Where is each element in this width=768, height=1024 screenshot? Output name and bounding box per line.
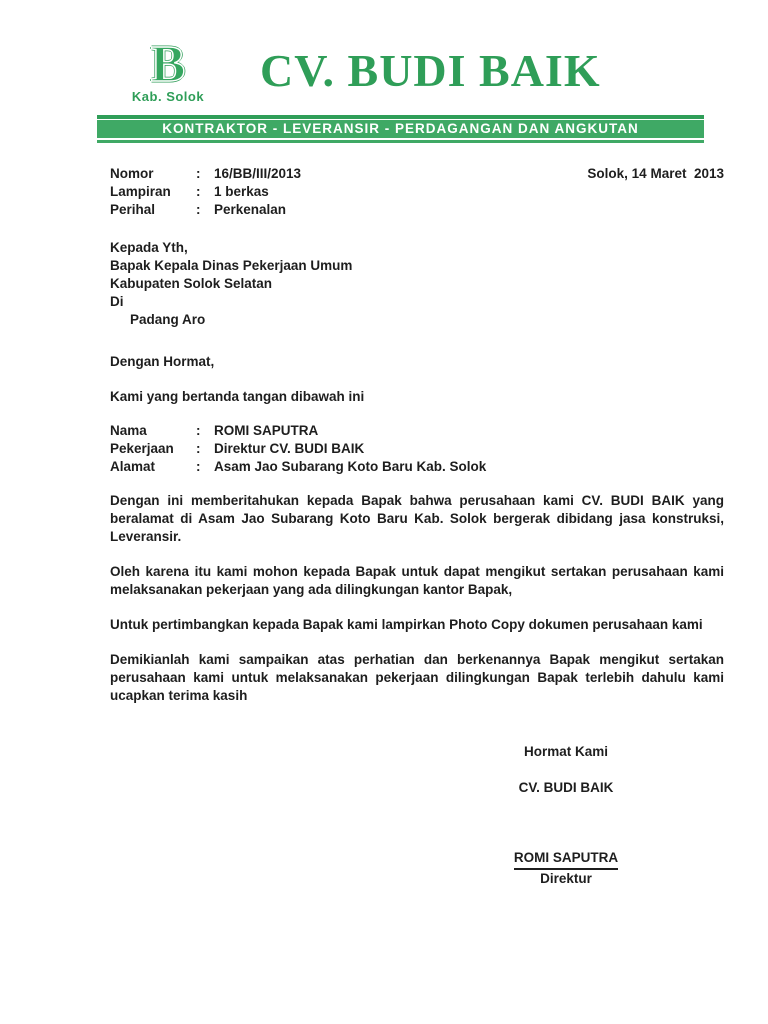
closing-company: CV. BUDI BAIK xyxy=(518,780,614,795)
meta-colon: : xyxy=(196,202,201,217)
signer-title: Direktur xyxy=(540,871,592,886)
recipient-line: Bapak Kepala Dinas Pekerjaan Umum xyxy=(110,258,353,273)
meta-colon: : xyxy=(196,166,201,181)
banner-top-strip xyxy=(97,115,704,119)
meta-value: Perkenalan xyxy=(214,202,287,217)
meta-value: 16/BB/III/2013 xyxy=(214,166,302,181)
meta-colon: : xyxy=(196,184,201,199)
signer-label: Alamat xyxy=(110,459,156,474)
body-paragraph: Untuk pertimbangkan kepada Bapak kami lampirkan Photo Copy dokumen perusahaan kami xyxy=(110,617,703,632)
meta-row-perihal xyxy=(110,201,724,219)
signer-row-pekerjaan xyxy=(110,440,724,458)
intro-line: Kami yang bertanda tangan dibawah ini xyxy=(110,389,365,404)
signer-block xyxy=(110,422,724,476)
body-paragraph: Oleh karena itu kami mohon kepada Bapak untuk dapat mengikut sertakan perusahaan kami melaksanakan pekerjaan yang ada dilingkungan kantor Bapak, xyxy=(110,564,724,597)
body-paragraph: Demikianlah kami sampaikan atas perhatian dan berkenannya Bapak mengikut sertakan perusahaan kami untuk melaksanakan pekerjaan dilingkungan Bapak terlebih dahulu kami ucapkan terima kasih xyxy=(110,652,724,703)
logo-b-icon: B xyxy=(150,36,186,93)
recipient-line: Kabupaten Solok Selatan xyxy=(110,276,273,291)
meta-label: Perihal xyxy=(110,202,156,217)
signer-row-alamat xyxy=(110,458,724,476)
meta-label: Lampiran xyxy=(110,184,171,199)
salutation: Dengan Hormat, xyxy=(110,354,215,369)
tagline-text: KONTRAKTOR - LEVERANSIR - PERDAGANGAN DAN ANGKUTAN xyxy=(97,120,704,138)
signer-value: ROMI SAPUTRA xyxy=(214,423,319,438)
recipient-line: Di xyxy=(110,294,124,309)
company-logo xyxy=(116,36,220,105)
recipient-line: Kepada Yth, xyxy=(110,240,188,255)
body-paragraph: Dengan ini memberitahukan kepada Bapak bahwa perusahaan kami CV. BUDI BAIK yang beralamat di Asam Jao Subarang Koto Baru Kab. Solok bergerak dibidang jasa konstruksi, Leveransir. xyxy=(110,493,724,544)
signer-colon: : xyxy=(196,441,201,456)
closing-salute: Hormat Kami xyxy=(523,744,609,759)
signer-row-nama xyxy=(110,422,724,440)
meta-value: 1 berkas xyxy=(214,184,269,199)
signer-label: Pekerjaan xyxy=(110,441,174,456)
signer-label: Nama xyxy=(110,423,147,438)
company-name: CV. BUDI BAIK xyxy=(260,45,601,96)
meta-label: Nomor xyxy=(110,166,154,181)
recipient-block xyxy=(110,239,724,329)
signer-value: Direktur CV. BUDI BAIK xyxy=(214,441,365,456)
logo-caption: Kab. Solok xyxy=(131,89,205,104)
tagline-banner xyxy=(97,115,704,143)
signer-colon: : xyxy=(196,423,201,438)
reference-block xyxy=(110,165,724,219)
recipient-city: Padang Aro xyxy=(130,312,206,327)
banner-bottom-strip xyxy=(97,140,704,143)
signer-colon: : xyxy=(196,459,201,474)
letterhead xyxy=(110,36,724,105)
signer-name: ROMI SAPUTRA xyxy=(460,849,672,870)
closing-block xyxy=(460,743,672,888)
meta-row-lampiran xyxy=(110,183,724,201)
signer-value: Asam Jao Subarang Koto Baru Kab. Solok xyxy=(214,459,487,474)
dateline: Solok, 14 Maret 2013 xyxy=(587,166,724,181)
